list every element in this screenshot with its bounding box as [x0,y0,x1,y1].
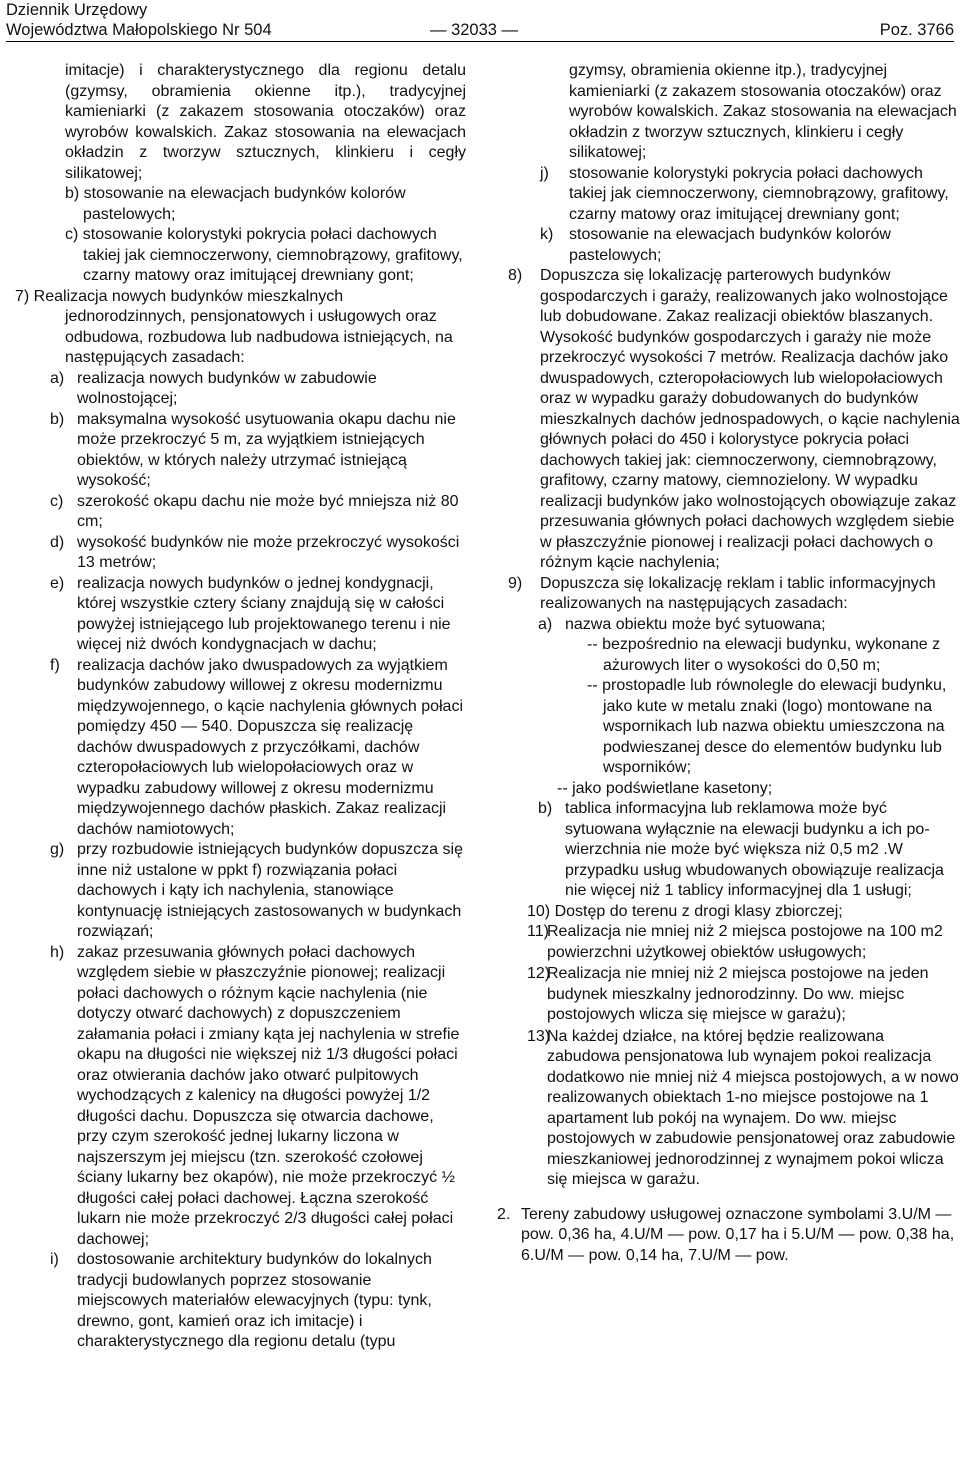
right-dash-3: -- jako podświetlane kasetony; [557,779,773,797]
list-item-text: szerokość okapu dachu nie może być mniejsza niż 80 cm; [77,492,459,530]
journal-title: Dziennik Urzędowy [6,1,148,19]
item-label: j) [540,164,549,182]
right-point-11: 11) Realizacja nie mniej niż 2 miejsca postojowe na 100 m2 powierzchni użytkowej obiektów usługowych; [527,923,943,961]
list-item-text: przy rozbudowie istniejących budynków dopuszcza się inne niż ustalone w ppkt f) rozwiązania połaci dachowych i kąty ich nachylenia, stanowiące kontynuację istniejących zastosowanych w budynkach rozwiązań; [77,841,463,940]
left-column [15,61,466,1353]
page-number: — 32033 — [430,21,519,39]
item-label: 12) [527,965,551,982]
item-label: 9) [508,574,523,592]
item-label: 8) [508,267,523,284]
left-list-item: h) zakaz przesuwania głównych połaci dachowych względem siebie w płaszczyźnie pionowej; realizacji połaci dachowych o różnym kącie nachylenia (nie dotyczy otwarć dachowych) z dopuszczeniem załamania połaci i zmiany kąta jej nachylenia w strefie okapu na długości nie większej niż 1/3 długości połaci oraz otwierania dachów jako otwarć pulpitowych wychodzących z kalenicy na długości powyżej 1/2 długości dachu. Dopuszcza się otwarcia dachowe, przy czym szerokość jednej lukarny liczona w najszerszym jej miejscu (tzn. szerokość czołowej ściany lukarny bez okapów), nie może przekroczyć ½ długości całej połaci dachowej. Łączna szerokość lukarn nie może przekroczyć 2/3 długości całej połaci dachowej; [50,943,466,1251]
position-number: Poz. 3766 [879,21,954,39]
item-label: k) [540,226,554,243]
right-dash-2: -- prostopadle lub równolegle do elewacji budynku, jako kute w metalu znaki (logo) montowane na wspornikach lub nazwa obiektu umieszczona na podwieszanej desce do elementów budynku lub wsporników; [587,677,947,776]
list-item-text: zakaz przesuwania głównych połaci dachowych względem siebie w płaszczyźnie pionowej; realizacji połaci dachowych o różnym kącie nachylenia (nie dotyczy otwarć dachowych) z dopuszczeniem załamania połaci i zmiany kąta jej nachylenia w strefie okapu na długości nie większej niż 1/3 długości połaci oraz otwierania dachów jako otwarć pulpitowych wychodzących z kalenicy na długości powyżej 1/2 długości dachu. Dopuszcza się otwarcia dachowe, przy czym szerokość jednej lukarny liczona w najszerszym jej miejscu (tzn. szerokość czołowej ściany lukarny bez okapów), nie może przekroczyć ½ długości całej połaci dachowej. Łączna szerokość lukarn nie może przekroczyć 2/3 długości całej połaci dachowej; [77,943,460,1248]
left-point-7: 7) Realizacja nowych budynków mieszkalnych jednorodzinnych, pensjonatowych i usługowych oraz odbudowa, rozbudowa lub nadbudowa istniejących, na następujących zasadach: [15,287,453,366]
item-label: a) [538,615,553,633]
left-list-item: i) dostosowanie architektury budynków do lokalnych tradycji budowlanych poprzez stosowanie miejscowych materiałów elewacyjnych (typu: tynk, drewno, gont, kamień oraz ich imitacje) i charakterystycznego dla regionu detalu (typu [50,1250,466,1353]
list-item-text: realizacja nowych budynków w zabudowie wolnostojącej; [77,369,377,407]
section-2: 2. Tereny zabudowy usługowej oznaczone symbolami 3.U/M — pow. 0,36 ha, 4.U/M — pow. 0,17 ha i 5.U/M — pow. 0,38 ha, 6.U/M — pow. 0,14 ha, 7.U/M — pow. [497,1205,955,1264]
right-item-a: a) nazwa obiektu może być sytuowana; [497,615,960,636]
right-point-13: 13) Na każdej działce, na której będzie realizowana zabudowa pensjonatowa lub wynajem pokoi realizacja dodatkowo nie mniej niż 4 miejsca postojowych, a w nowo realizowanych obiektach 1-no miejsce postojowe na 1 apartament lub pokój na wynajem. Do ww. miejsc postojowych w zabudowie pensjonatowej oraz zabudowie mieszkaniowej jednorodzinnej z wynajmem pokoi wlicza się miejsca w garażu. [527,1027,959,1188]
left-list-item: a) realizacja nowych budynków w zabudowie wolnostojącej; [50,369,466,410]
item-label: b) [538,800,553,817]
left-list-item: d) wysokość budynków nie może przekroczyć wysokości 13 metrów; [50,533,466,574]
right-item-k: k) stosowanie na elewacjach budynków kolorów pastelowych; [540,226,891,264]
right-point-8: 8) Dopuszcza się lokalizację parterowych budynków gospodarczych i garaży, realizowanych jako wolnostojące lub dobudowane. Zakaz realizacji obiektów blaszanych. Wysokość budynków gospodarczych i garaży nie może przekroczyć wysokości 7 metrów. Realizacja dachów jako dwuspadowych, czteropołaciowych lub wielopołaciowych oraz w wypadku garaży dobudowanych do budynków mieszkalnych dachów jednospadowych, o kącie nachylenia głównych połaci do 450 i kolorystyce pokrycia połaci dachowych takiej jak: ciemnoczerwony, ciemnobrązowy, grafitowy, czarny matowy, ciemnozielony. W wypadku realizacji budynków jako wolnostojących obowiązuje zakaz przesuwania głównych połaci dachowych względem siebie w płaszczyźnie pionowej i realizacji połaci dachowych o różnym kącie nachylenia; [508,267,960,571]
right-point-12: 12) Realizacja nie mniej niż 2 miejsca postojowe na jeden budynek mieszkalny jednorodzinny. Do ww. miejsc postojowych wlicza się miejsce w garażu); [527,965,929,1023]
left-list-item: e) realizacja nowych budynków o jednej kondygnacji, której wszystkie cztery ściany znajdują się w całości powyżej istniejącego lub projektowanego terenu i nie więcej niż dwóch kondygnacjach w dachu; [50,574,466,656]
right-point-9: 9) Dopuszcza się lokalizację reklam i tablic informacyjnych realizowanych na następujących zasadach: [508,574,936,612]
left-item-c: c) stosowanie kolorystyki pokrycia połaci dachowych takiej jak ciemnoczerwony, ciemnobrązowy, grafitowy, czarny matowy oraz imitującej drewniany gont; [65,226,463,284]
item-label: 11) [527,923,549,940]
right-intro: gzymsy, obramienia okienne itp.), tradycyjnej kamieniarki (z zakazem stosowania otoczaków) oraz wyrobów kowalskich. Zakaz stosowania na elewacjach okładzin z tworzyw sztucznych, klinkieru i cegły silikatowej; [569,62,957,161]
left-item-b: b) stosowanie na elewacjach budynków kolorów pastelowych; [65,185,406,223]
left-list-item: g) przy rozbudowie istniejących budynków dopuszcza się inne niż ustalone w ppkt f) rozwiązania połaci dachowych i kąty ich nachylenia, stanowiące kontynuację istniejących zastosowanych w budynkach rozwiązań; [50,840,466,943]
left-list-item: f) realizacja dachów jako dwuspadowych za wyjątkiem budynków zabudowy willowej z okresu modernizmu międzywojennego, o kącie nachylenia głównych połaci pomiędzy 450 — 540. Dopuszcza się realizację dachów dwuspadowych z przyczółkami, dachów czteropołaciowych lub wielopołaciowych oraz w wypadku zabudowy willowej z okresu modernizmu międzywojennego dachów płaskich. Zakaz realizacji dachów namiotowych; [50,656,466,841]
left-list [50,369,466,1353]
right-point-10: 10) Dostęp do terenu z drogi klasy zbiorczej; [527,902,843,920]
left-list-item: b) maksymalna wysokość usytuowania okapu dachu nie może przekroczyć 5 m, za wyjątkiem istniejących obiektów, w których należy utrzymać istniejącą wysokość; [50,410,466,492]
voivodeship-issue: Województwa Małopolskiego Nr 504 [6,21,272,39]
page-header [6,0,954,44]
right-item-j: j) stosowanie kolorystyki pokrycia połaci dachowych takiej jak ciemnoczerwony, ciemnobrązowy, grafitowy, czarny matowy oraz imitującej drewniany gont; [540,164,949,223]
list-item-text: dostosowanie architektury budynków do lokalnych tradycji budowlanych poprzez stosowanie miejscowych materiałów elewacyjnych (typu: tynk, drewno, gont, kamień oraz ich imitacje) i charakterystycznego dla regionu detalu (typu [77,1251,432,1350]
left-intro: imitacje) i charakterystycznego dla regionu detalu (gzymsy, obramienia okienne itp.), tradycyjnej kamieniarki (z zakazem stosowania otoczaków) oraz wyrobów kowalskich. Zakaz stosowania na elewacjach okładzin z tworzyw sztucznych, klinkieru i cegły silikatowej; [65,62,466,182]
list-item-text: realizacja nowych budynków o jednej kondygnacji, której wszystkie cztery ściany znajdują się w całości powyżej istniejącego lub projektowanego terenu i nie więcej niż dwóch kondygnacjach w dachu; [77,574,451,653]
left-list-item: c) szerokość okapu dachu nie może być mniejsza niż 80 cm; [50,492,466,533]
right-item-b: b) tablica informacyjna lub reklamowa może być sytuowana wyłącznie na elewacji budynku a ich po-wierzchnia nie może być większa niż 0,5 m2 .W przypadku usług wbudowanych obowiązuje realizacja nie więcej niż 1 tablicy informacyjnej dla 1 usługi; [538,800,944,899]
item-label: 2. [497,1205,511,1223]
list-item-text: wysokość budynków nie może przekroczyć wysokości 13 metrów; [77,533,460,571]
right-column [497,61,960,1266]
item-label: 13) [527,1027,551,1045]
list-item-text: realizacja dachów jako dwuspadowych za wyjątkiem budynków zabudowy willowej z okresu modernizmu międzywojennego, o kącie nachylenia głównych połaci pomiędzy 450 — 540. Dopuszcza się realizację dachów dwuspadowych z przyczółkami, dachów czteropołaciowych lub wielopołaciowych oraz w wypadku zabudowy willowej z okresu modernizmu międzywojennego dachów płaskich. Zakaz realizacji dachów namiotowych; [77,656,464,838]
right-dash-1: -- bezpośrednio na elewacji budynku, wykonane z ażurowych liter o wysokości do 0,50 m; [587,636,941,674]
header-rule [6,41,954,42]
list-item-text: maksymalna wysokość usytuowania okapu dachu nie może przekroczyć 5 m, za wyjątkiem istniejących obiektów, w których należy utrzymać istniejącą wysokość; [77,410,456,489]
